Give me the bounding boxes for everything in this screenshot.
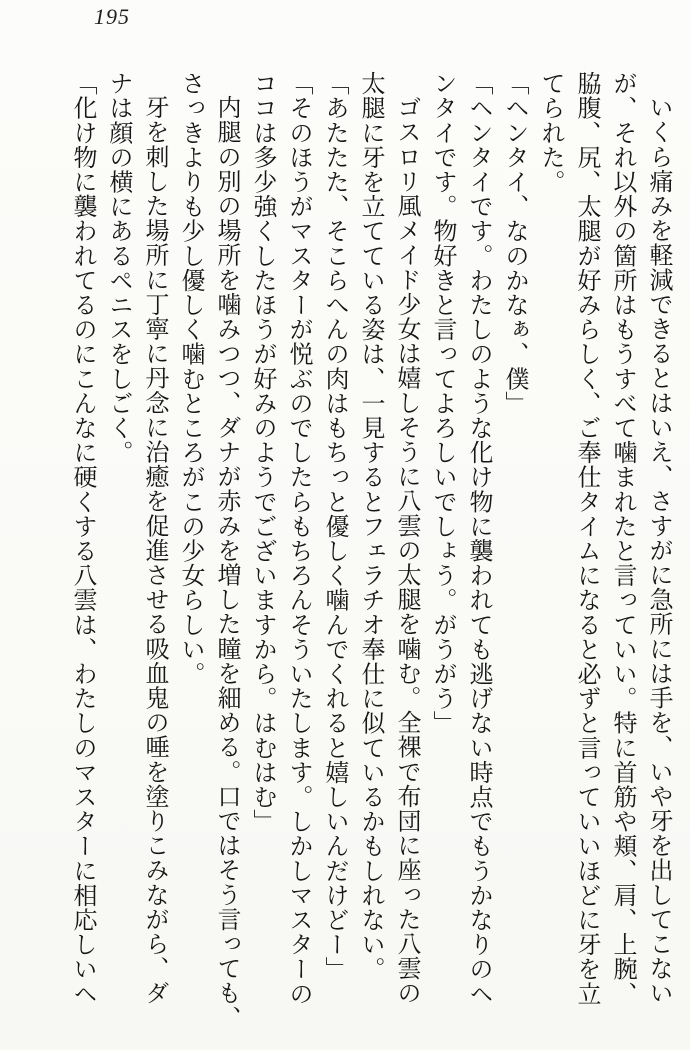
text-line: ナは顔の横にあるペニスをしごく。 [105, 71, 131, 465]
text-line: 「化け物に襲われてるのにこんなに硬くする八雲は、わたしのマスターに相応しいヘ [69, 71, 95, 1006]
text-line: 「そのほうがマスターが悦ぶのでしたらもちろんそういたします。しかしマスターの [285, 71, 311, 1006]
text-line: 「ヘンタイ、なのかなぁ、僕」 [501, 71, 527, 416]
text-line: 太腿に牙を立てている姿は、一見するとフェラチオ奉仕に似ているかもしれない。 [357, 71, 383, 982]
text-line: が、それ以外の箇所はもうすべて噛まれたと言っていい。特に首筋や頬、肩、上腕、 [609, 71, 635, 1006]
text-line: ココは多少強くしたほうが好みのようでございますから。はむはむ」 [249, 71, 275, 834]
page-number: 195 [94, 4, 130, 29]
text-line: さっきよりも少し優しく噛むところがこの少女らしい。 [177, 71, 203, 686]
text-line: 内腿の別の場所を噛みつつ、ダナが赤みを増した瞳を細める。口ではそう言っても、 [213, 95, 239, 1030]
text-line: 牙を刺した場所に丁寧に丹念に治癒を促進させる吸血鬼の唾を塗りこみながら、ダ [141, 95, 167, 1006]
text-line: ンタイです。物好きと言ってよろしいでしょう。がうがう」 [429, 71, 455, 736]
text-line: いくら痛みを軽減できるとはいえ、さすがに急所には手を、いや牙を出してこない [645, 95, 671, 1006]
text-line: ゴスロリ風メイド少女は嬉しそうに八雲の太腿を噛む。全裸で布団に座った八雲の [393, 95, 419, 1006]
text-line: 「ヘンタイです。わたしのような化け物に襲われても逃げない時点でもうかなりのヘ [465, 71, 491, 1006]
text-line: 脇腹、尻、太腿が好みらしく、ご奉仕タイムになると必ずと言っていいほどに牙を立 [573, 71, 599, 1006]
text-block [64, 71, 676, 1030]
text-line: てられた。 [537, 71, 563, 194]
text-line: 「あたたた、そこらへんの肉はもちっと優しく噛んでくれると嬉しいんだけどー」 [321, 71, 347, 982]
